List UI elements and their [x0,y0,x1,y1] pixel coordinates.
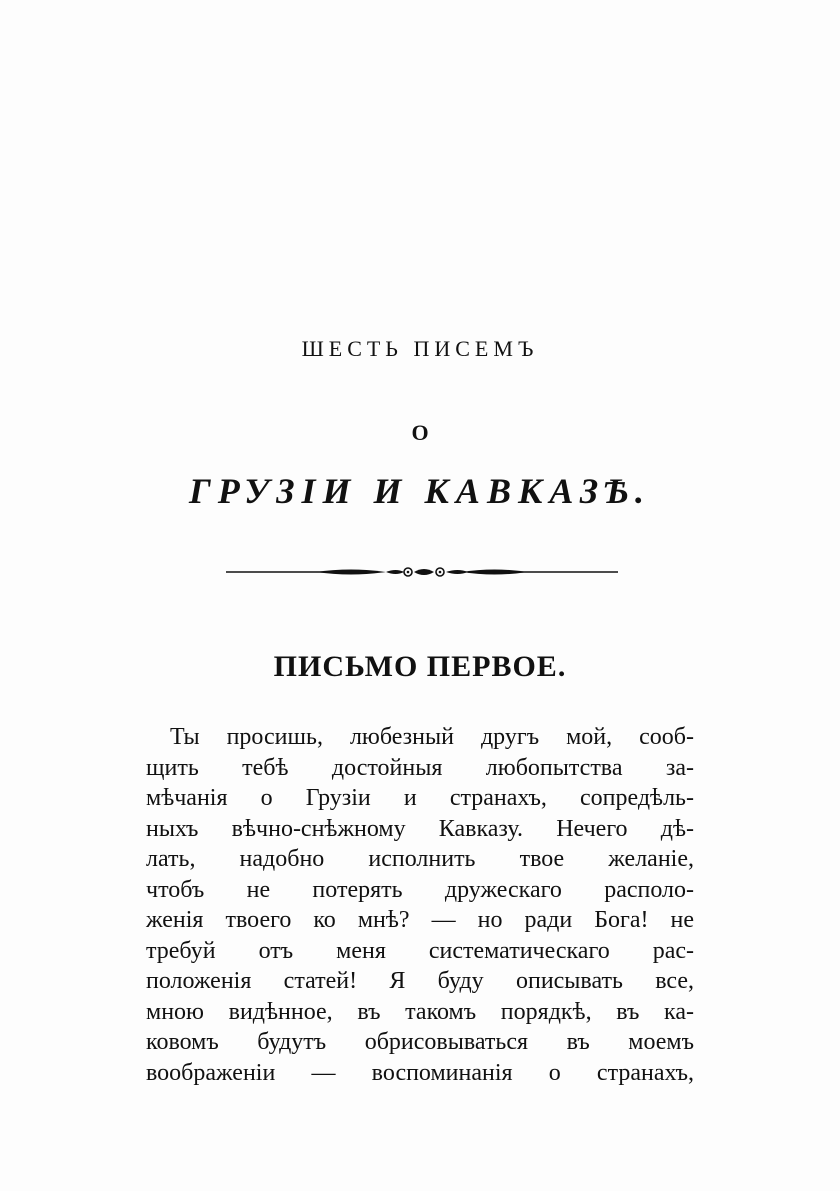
body-paragraph [146,722,694,1088]
title-connector: О [411,420,429,445]
ornament-divider-icon [226,560,618,584]
text-line: чтобъ не потерять дружескаго располо- [146,876,694,903]
text-line: женія твоего ко мнѣ? — но ради Бога! не [146,907,694,933]
text-line: ковомъ будутъ обрисовываться въ моемъ [146,1029,694,1055]
book-title: ШЕСТЬ ПИСЕМЪ [301,336,539,361]
text-line: мною видѣнное, въ такомъ порядкѣ, въ ка- [146,998,694,1025]
text-line: щить тебѣ достойныя любопытства за- [146,754,694,781]
text-line: положенія статей! Я буду описывать все, [146,968,694,994]
letter-heading: ПИСЬМО ПЕРВОЕ. [273,650,567,683]
text-line: требуй отъ меня систематическаго рас- [146,937,694,964]
text-line: воображеніи — воспоминанія о странахъ, [146,1059,694,1086]
text-line: Ты просишь, любезный другъ мой, сооб- [170,724,694,750]
text-line: ныхъ вѣчно-снѣжному Кавказу. Нечего дѣ- [146,815,694,842]
text-line: мѣчанія о Грузіи и странахъ, сопредѣль- [146,785,694,811]
text-line: лать, надобно исполнить твое желаніе, [146,846,694,872]
book-subtitle: ГРУЗІИ И КАВКАЗѢ. [188,471,652,511]
